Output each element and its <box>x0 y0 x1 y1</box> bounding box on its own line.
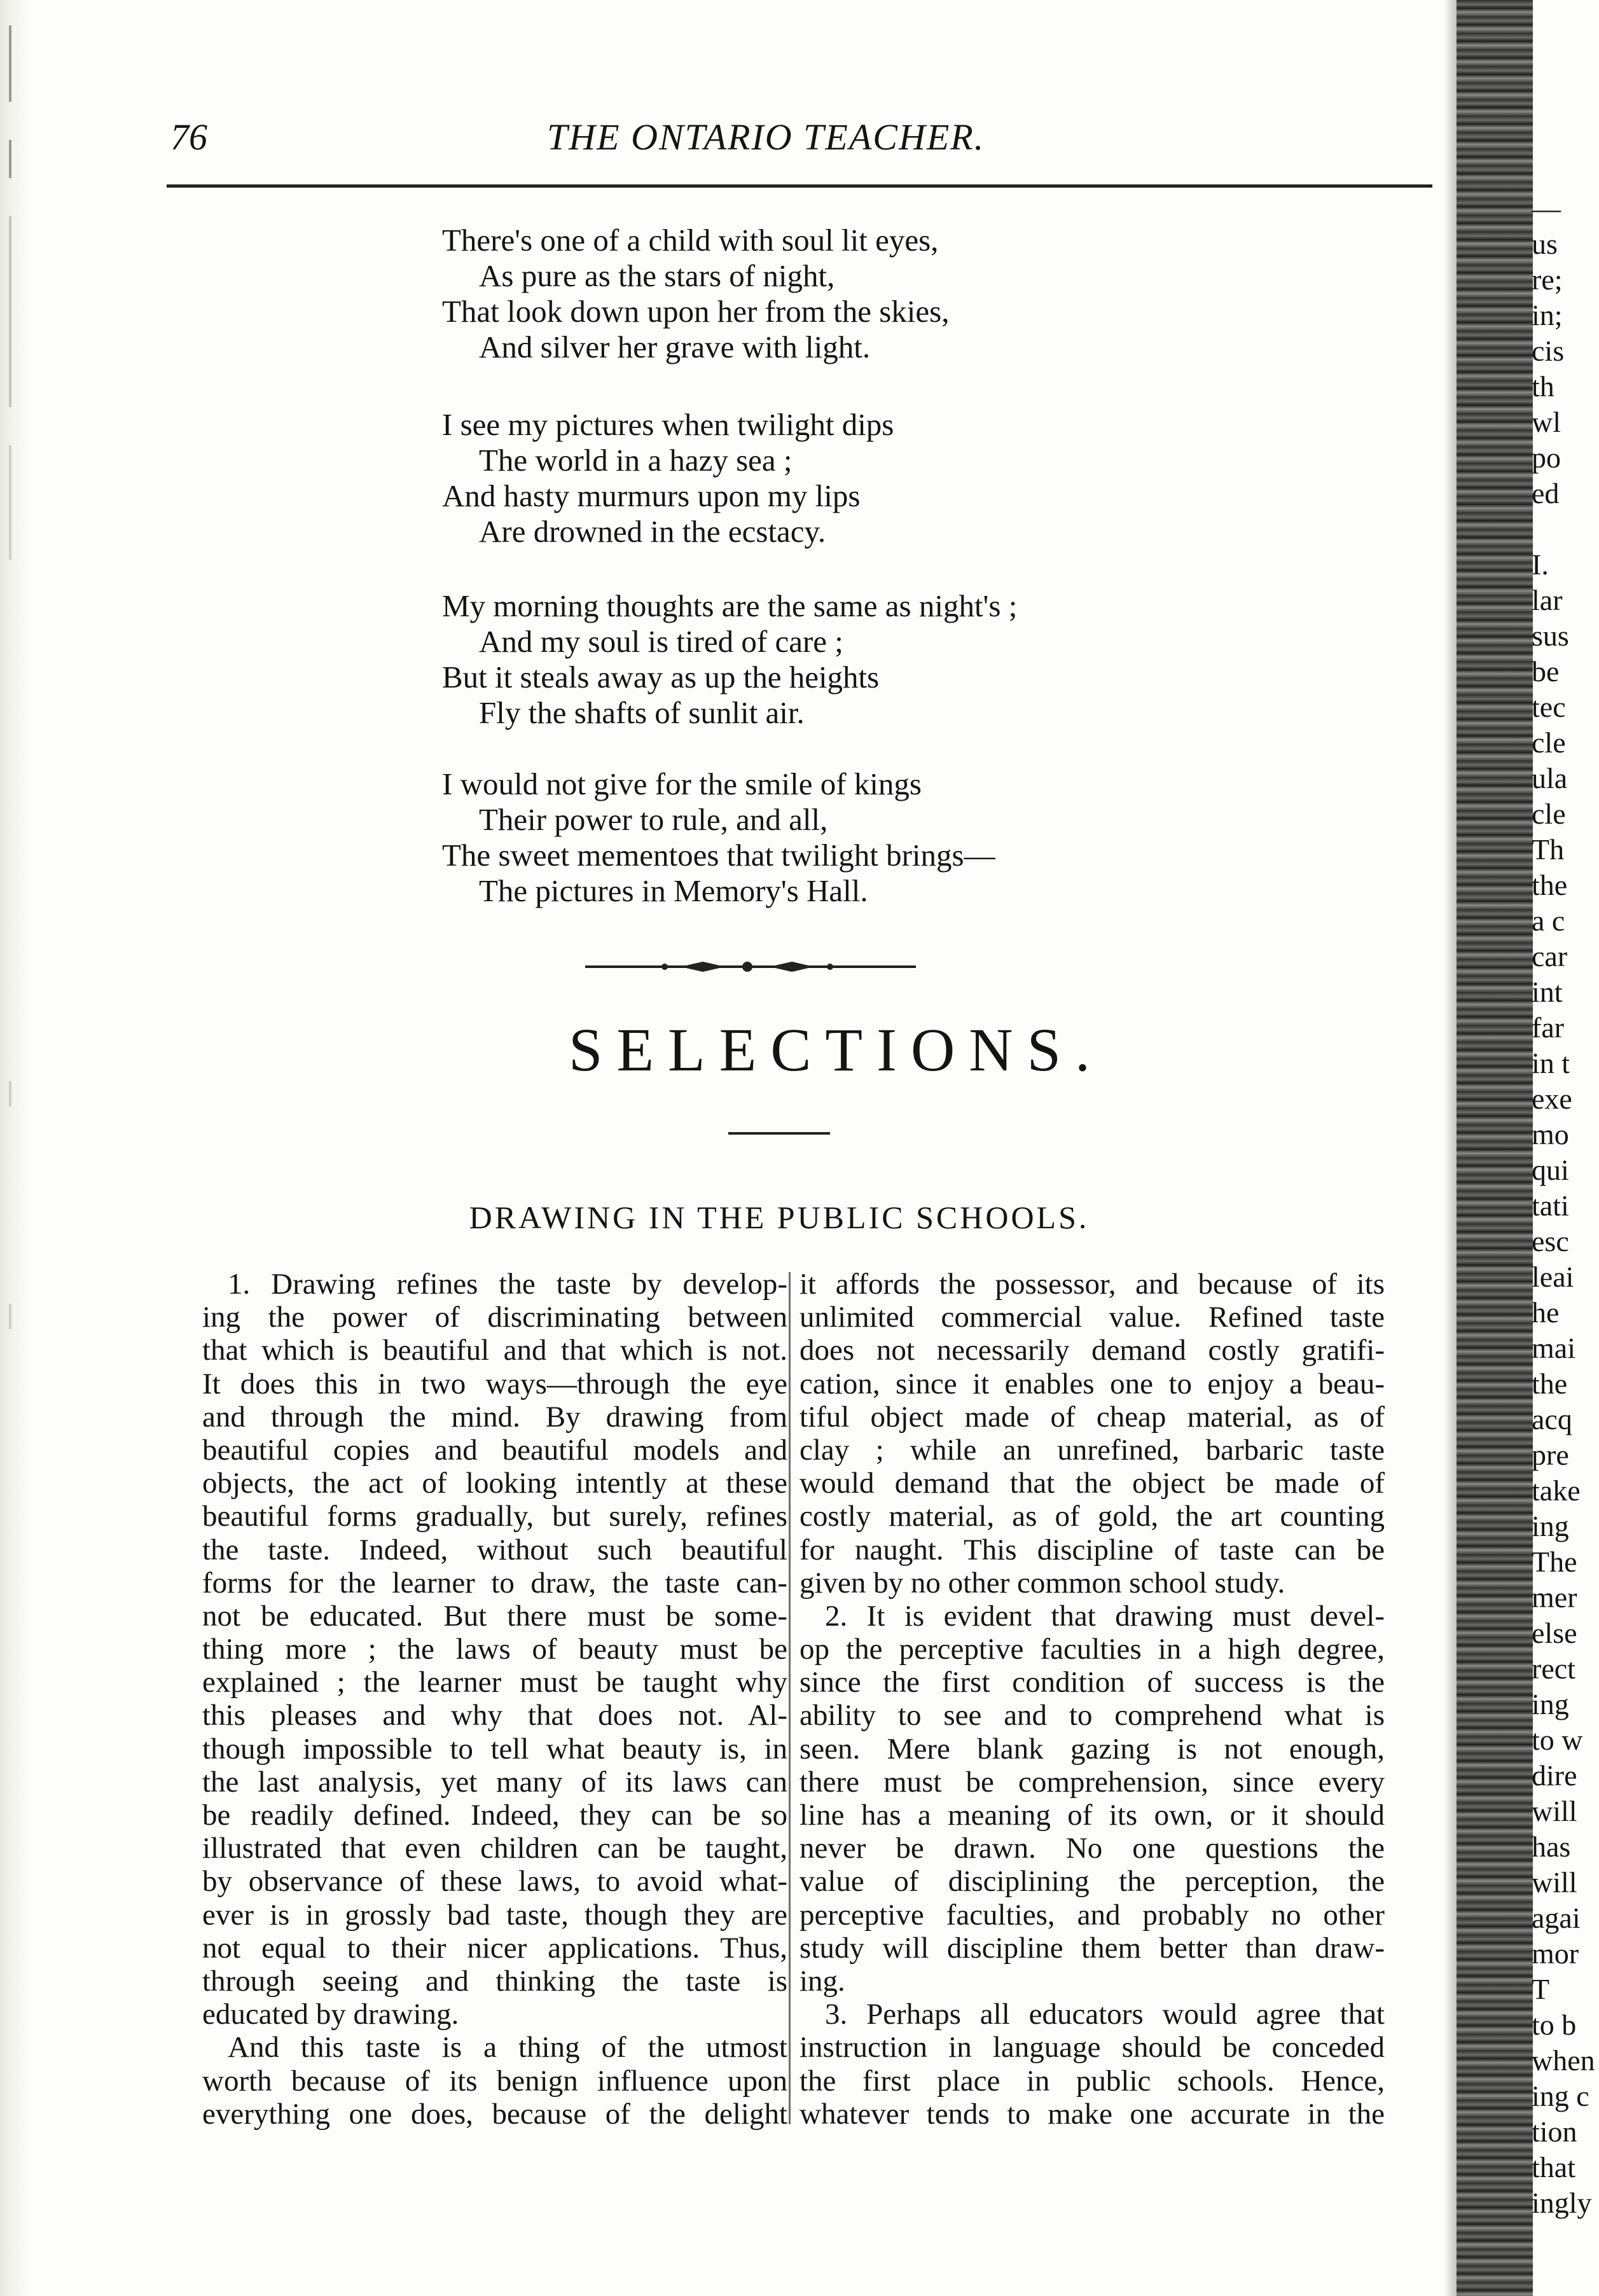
facing-page-text-fragment: dire <box>1532 1759 1577 1792</box>
text-line: beautiful forms gradually, but surely, refines <box>202 1500 787 1533</box>
facing-page-text-fragment: else <box>1532 1617 1577 1649</box>
text-line: op the perceptive faculties in a high degree, <box>800 1633 1385 1666</box>
article-left-column <box>202 1268 787 2131</box>
poem-line: As pure as the stars of night, <box>479 258 835 293</box>
text-line: by observance of these laws, to avoid what- <box>202 1865 787 1898</box>
text-line: whatever tends to make one accurate in the <box>800 2097 1385 2131</box>
facing-page-text-fragment: he <box>1532 1296 1560 1329</box>
text-line: instruction in language should be conceded <box>800 2031 1385 2064</box>
poem-line: And silver her grave with light. <box>479 329 871 364</box>
facing-page-text-fragment: has <box>1532 1830 1571 1863</box>
text-line: perceptive faculties, and probably no other <box>800 1898 1385 1932</box>
facing-page-text-fragment: be <box>1532 655 1560 688</box>
facing-page-text-fragment: — <box>1532 192 1561 225</box>
text-line: beautiful copies and beautiful models and <box>202 1433 787 1467</box>
facing-page-text-fragment: lar <box>1532 584 1563 616</box>
facing-page-text-fragment: The <box>1532 1546 1577 1578</box>
text-line: be readily defined. Indeed, they can be so <box>202 1799 787 1832</box>
poem-line: That look down upon her from the skies, <box>442 294 950 329</box>
facing-page-text-fragment: mer <box>1532 1581 1577 1614</box>
facing-page-text-fragment: mo <box>1532 1118 1569 1151</box>
page-number: 76 <box>170 116 207 158</box>
text-line: for naught. This discipline of taste can be <box>800 1533 1385 1566</box>
text-line: that which is beautiful and that which is not. <box>202 1334 787 1367</box>
facing-page-text-fragment: mai <box>1532 1332 1575 1364</box>
text-line: clay ; while an unrefined, barbaric taste <box>800 1433 1385 1467</box>
text-line: costly material, as of gold, the art counting <box>800 1500 1385 1533</box>
facing-page-text-fragment: that <box>1532 2151 1575 2183</box>
poem-stanza <box>442 588 1332 731</box>
text-line: never be drawn. No one questions the <box>800 1832 1385 1865</box>
poem-line: I would not give for the smile of kings <box>442 766 922 801</box>
text-line: everything one does, because of the delight <box>202 2097 787 2131</box>
text-line: ability to see and to comprehend what is <box>800 1699 1385 1732</box>
text-line: unlimited commercial value. Refined taste <box>800 1301 1385 1334</box>
facing-page-text-fragment: when <box>1532 2044 1595 2077</box>
text-line: seen. Mere blank gazing is not enough, <box>800 1732 1385 1766</box>
facing-page-text-fragment: wl <box>1532 406 1561 438</box>
ornament-divider <box>585 957 916 976</box>
facing-page-text-fragment: int <box>1532 976 1563 1008</box>
text-line: the last analysis, yet many of its laws can <box>202 1765 787 1799</box>
poem-line: There's one of a child with soul lit eyes, <box>442 223 939 258</box>
facing-page-text-fragment: T <box>1532 1973 1550 2005</box>
poem-line: The pictures in Memory's Hall. <box>479 873 868 908</box>
facing-page-text-fragment: to b <box>1532 2009 1577 2041</box>
facing-page-text-fragment: in; <box>1532 299 1563 331</box>
column-divider <box>789 1272 791 2124</box>
facing-page-text-fragment: ing <box>1532 1510 1569 1542</box>
facing-page-text-fragment: ing c <box>1532 2080 1589 2112</box>
section-title: SELECTIONS. <box>569 1016 1104 1084</box>
facing-page-text-fragment: exe <box>1532 1082 1572 1115</box>
text-line: though impossible to tell what beauty is, in <box>202 1732 787 1766</box>
facing-page-text-fragment: the <box>1532 1367 1568 1400</box>
facing-page-text-fragment: to w <box>1532 1724 1583 1756</box>
poem-stanza <box>442 223 1332 365</box>
facing-page-text-fragment: cle <box>1532 726 1566 759</box>
facing-page-text-fragment: esc <box>1532 1225 1569 1257</box>
facing-page-fragment <box>1532 191 1599 2221</box>
facing-page-text-fragment: sus <box>1532 619 1569 652</box>
text-line: the taste. Indeed, without such beautiful <box>202 1533 787 1566</box>
text-line: does not necessarily demand costly gratifi- <box>800 1334 1385 1367</box>
header-rule <box>167 184 1432 188</box>
facing-page-text-fragment: cis <box>1532 335 1565 367</box>
text-line: 2. It is evident that drawing must devel- <box>825 1599 1385 1633</box>
text-line: And this taste is a thing of the utmost <box>228 2031 787 2064</box>
facing-page-text-fragment: qui <box>1532 1154 1569 1186</box>
text-line: explained ; the learner must be taught why <box>202 1666 787 1699</box>
poem-line: The world in a hazy sea ; <box>479 443 793 478</box>
text-line: forms for the learner to draw, the taste can- <box>202 1566 787 1600</box>
text-line: there must be comprehension, since every <box>800 1765 1385 1799</box>
text-line: and through the mind. By drawing from <box>202 1400 787 1434</box>
facing-page-text-fragment: ed <box>1532 477 1560 509</box>
facing-page-text-fragment: ingly <box>1532 2187 1592 2219</box>
text-line: not be educated. But there must be some- <box>202 1599 787 1633</box>
facing-page-text-fragment: tati <box>1532 1189 1569 1222</box>
poem-line: And hasty murmurs upon my lips <box>442 478 861 513</box>
facing-page-text-fragment: tec <box>1532 691 1566 723</box>
text-line: 1. Drawing refines the taste by develop- <box>228 1268 787 1301</box>
text-line: would demand that the object be made of <box>800 1467 1385 1500</box>
poem-line: But it steals away as up the heights <box>442 660 880 695</box>
text-line: ever is in grossly bad taste, though they are <box>202 1898 787 1932</box>
poem-stanza <box>442 766 1332 909</box>
article-title: DRAWING IN THE PUBLIC SCHOOLS. <box>469 1200 1090 1235</box>
text-line: given by no other common school study. <box>800 1566 1285 1600</box>
left-page-spine <box>0 0 31 2296</box>
poem-line: The sweet mementoes that twilight brings— <box>442 838 995 873</box>
text-line: not equal to their nicer applications. Thus, <box>202 1931 787 1965</box>
facing-page-text-fragment: cle <box>1532 798 1566 830</box>
facing-page-text-fragment: us <box>1532 228 1558 260</box>
facing-page-text-fragment: tion <box>1532 2115 1577 2148</box>
facing-page-text-fragment: the <box>1532 869 1568 901</box>
facing-page-text-fragment: a c <box>1532 904 1565 937</box>
poem-line: And my soul is tired of care ; <box>479 624 843 659</box>
text-line: this pleases and why that does not. Al- <box>202 1699 787 1732</box>
poem-line: Their power to rule, and all, <box>479 802 828 837</box>
facing-page-text-fragment: in t <box>1532 1047 1570 1079</box>
poem-line: Fly the shafts of sunlit air. <box>479 695 805 730</box>
facing-page-text-fragment: re; <box>1532 263 1563 296</box>
facing-page-text-fragment: po <box>1532 441 1561 474</box>
facing-page-text-fragment: far <box>1532 1011 1565 1044</box>
facing-page-text-fragment: th <box>1532 370 1554 403</box>
book-binding-edge <box>1457 0 1533 2296</box>
text-line: the first place in public schools. Hence, <box>800 2064 1385 2098</box>
text-line: study will discipline them better than draw- <box>800 1931 1385 1965</box>
poem-line: Are drowned in the ecstacy. <box>479 514 826 549</box>
facing-page-text-fragment: mor <box>1532 1937 1579 1970</box>
text-line: value of disciplining the perception, the <box>800 1865 1385 1898</box>
text-line: thing more ; the laws of beauty must be <box>202 1633 787 1666</box>
facing-page-text-fragment: ing <box>1532 1688 1569 1720</box>
text-line: tiful object made of cheap material, as of <box>800 1400 1385 1434</box>
facing-page-text-fragment <box>1532 511 1599 547</box>
facing-page-text-fragment: leai <box>1532 1261 1574 1293</box>
text-line: line has a meaning of its own, or it should <box>800 1799 1385 1832</box>
facing-page-text-fragment: will <box>1532 1795 1577 1827</box>
facing-page-text-fragment: will <box>1532 1866 1577 1898</box>
text-line: ing the power of discriminating between <box>202 1301 787 1334</box>
facing-page-text-fragment: acq <box>1532 1403 1572 1435</box>
poem-stanza <box>442 407 1332 550</box>
facing-page-text-fragment: rect <box>1532 1652 1575 1685</box>
facing-page-text-fragment: car <box>1532 940 1568 972</box>
running-title: THE ONTARIO TEACHER. <box>547 116 985 158</box>
text-line: worth because of its benign influence upon <box>202 2064 787 2098</box>
text-line: cation, since it enables one to enjoy a beau- <box>800 1367 1385 1400</box>
facing-page-text-fragment: I. <box>1532 548 1549 581</box>
text-line: ing. <box>800 1964 845 1998</box>
text-line: it affords the possessor, and because of its <box>800 1268 1385 1301</box>
facing-page-text-fragment: take <box>1532 1474 1581 1507</box>
text-line: illustrated that even children can be taught, <box>202 1832 787 1865</box>
text-line: 3. Perhaps all educators would agree that <box>825 1998 1385 2031</box>
poem-line: I see my pictures when twilight dips <box>442 407 894 442</box>
facing-page-text-fragment: agai <box>1532 1902 1581 1934</box>
text-line: through seeing and thinking the taste is <box>202 1964 787 1998</box>
article-right-column <box>800 1268 1385 2131</box>
facing-page-text-fragment: Th <box>1532 833 1565 866</box>
facing-page-text-fragment: ula <box>1532 762 1568 794</box>
title-rule <box>728 1132 830 1135</box>
poem-line: My morning thoughts are the same as night's ; <box>442 588 1018 623</box>
text-line: objects, the act of looking intently at these <box>202 1467 787 1500</box>
text-line: since the first condition of success is the <box>800 1666 1385 1699</box>
text-line: educated by drawing. <box>202 1998 459 2031</box>
facing-page-text-fragment: pre <box>1532 1439 1569 1471</box>
text-line: It does this in two ways—through the eye <box>202 1367 787 1400</box>
